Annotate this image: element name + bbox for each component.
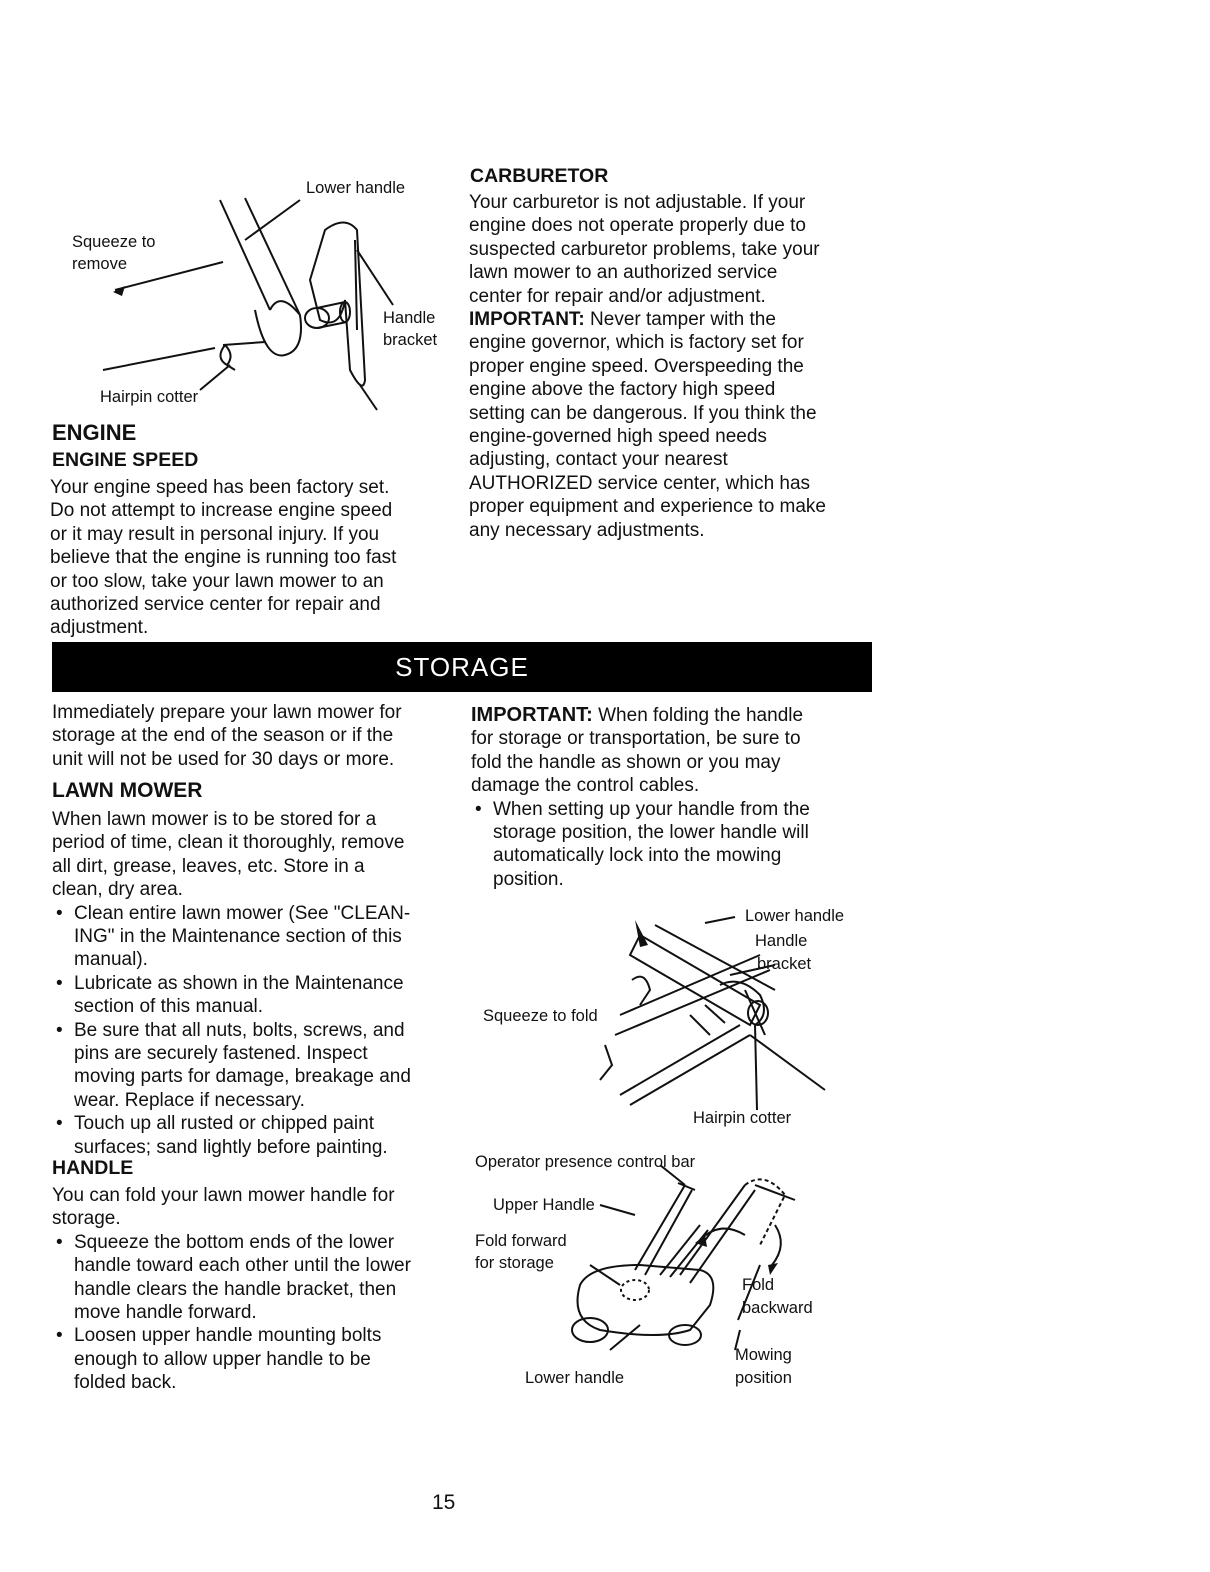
fig3-label-lower-handle: Lower handle	[525, 1369, 625, 1387]
fig1-label-handle: Handle	[383, 309, 436, 327]
bullet-line: enough to allow upper handle to be	[74, 1348, 371, 1370]
engine-line: or too slow, take your lawn mower to an	[50, 570, 384, 592]
fig3-label-fold-forward-1: Fold forward	[475, 1232, 567, 1250]
carb-line: engine above the factory high speed	[469, 379, 776, 401]
bullet-line: • Be sure that all nuts, bolts, screws, and	[74, 1019, 405, 1041]
fig2-label-lower-handle: Lower handle	[745, 907, 845, 925]
intro-line: Immediately prepare your lawn mower for	[52, 702, 402, 723]
storage-important	[471, 704, 881, 891]
fig3-label-fold-backward-2: backward	[742, 1299, 813, 1317]
bullet-line: moving parts for damage, breakage and	[74, 1066, 411, 1088]
carb-important-label: IMPORTANT:	[469, 309, 585, 331]
carb-line: proper equipment and experience to make	[469, 496, 827, 518]
carb-line: any necessary adjustments.	[469, 519, 705, 541]
lm-bullet	[52, 1112, 462, 1159]
fig1-label-bracket: bracket	[383, 331, 438, 349]
storage-important-line	[471, 704, 881, 727]
bullet-line: position.	[493, 868, 564, 890]
handle-body	[52, 1184, 462, 1395]
carb-line: lawn mower to an authorized service	[469, 262, 778, 284]
fig1-label-lower-handle: Lower handle	[306, 179, 406, 197]
carb-line: proper engine speed. Overspeeding the	[469, 355, 804, 377]
imp-line: for storage or transportation, be sure to	[471, 728, 801, 750]
fig2-label-hairpin: Hairpin cotter	[693, 1109, 792, 1127]
bullet-line: folded back.	[74, 1372, 177, 1394]
bullet-line: • Touch up all rusted or chipped paint	[74, 1113, 374, 1135]
bullet-line: • Squeeze the bottom ends of the lower	[74, 1231, 395, 1253]
handle-heading: HANDLE	[52, 1157, 134, 1179]
engine-line: adjustment.	[50, 617, 149, 639]
lm-line: all dirt, grease, leaves, etc. Store in a	[52, 855, 365, 877]
handle-line: storage.	[52, 1208, 121, 1230]
lm-bullet	[52, 1019, 462, 1113]
carb-line: engine-governed high speed needs	[469, 426, 767, 448]
fig3-label-opc-bar: Operator presence control bar	[475, 1153, 696, 1171]
lm-bullet	[52, 972, 462, 1019]
engine-heading: ENGINE	[52, 420, 137, 445]
engine-speed-heading: ENGINE SPEED	[52, 449, 199, 471]
handle-line: You can fold your lawn mower handle for	[52, 1185, 395, 1206]
fig1-label-hairpin: Hairpin cotter	[100, 388, 199, 406]
imp-line: fold the handle as shown or you may	[471, 751, 781, 773]
bullet-line: section of this manual.	[74, 996, 264, 1018]
engine-speed-body	[50, 476, 470, 640]
carb-important-line	[469, 308, 889, 331]
bullet-line: manual).	[74, 949, 148, 971]
carb-line: suspected carburetor problems, take your	[469, 238, 820, 260]
handle-bracket-illustration	[95, 170, 455, 420]
bullet-line: move handle forward.	[74, 1302, 257, 1324]
squeeze-to-fold-illustration	[560, 895, 850, 1115]
bullet-line: pins are securely fastened. Inspect	[74, 1043, 368, 1065]
intro-line: unit will not be used for 30 days or more.	[52, 748, 395, 770]
imp-line: damage the control cables.	[471, 775, 700, 797]
carb-line: engine governor, which is factory set for	[469, 332, 804, 354]
fig2-label-bracket: bracket	[757, 955, 812, 973]
fig3-label-fold-backward-1: Fold	[742, 1276, 775, 1294]
setup-bullet	[471, 798, 881, 892]
engine-line: or it may result in personal injury. If you	[50, 523, 380, 545]
bullet-line: • Lubricate as shown in the Maintenance	[74, 972, 404, 994]
bullet-line: automatically lock into the mowing	[493, 845, 782, 867]
handle-bullet	[52, 1324, 462, 1394]
bullet-line: wear. Replace if necessary.	[74, 1089, 305, 1111]
bullet-line: • Clean entire lawn mower (See "CLEAN-	[74, 902, 411, 924]
bullet-line: handle clears the handle bracket, then	[74, 1278, 397, 1300]
lm-line: period of time, clean it thoroughly, remove	[52, 832, 405, 854]
carb-line: center for repair and/or adjustment.	[469, 285, 766, 307]
carb-line: adjusting, contact your nearest	[469, 449, 728, 471]
fig3-label-upper-handle: Upper Handle	[493, 1196, 595, 1214]
carb-line: AUTHORIZED service center, which has	[469, 472, 811, 494]
engine-line: authorized service center for repair and	[50, 594, 381, 616]
handle-bullet	[52, 1231, 462, 1325]
bullet-line: • Loosen upper handle mounting bolts	[74, 1325, 382, 1347]
lawn-mower-heading: LAWN MOWER	[52, 779, 203, 802]
carburetor-heading: CARBURETOR	[470, 165, 609, 187]
page-number: 15	[432, 1491, 456, 1514]
fig3-label-fold-forward-2: for storage	[475, 1254, 554, 1272]
fig3-label-mowing-2: position	[735, 1369, 792, 1387]
carburetor-body	[469, 191, 889, 542]
engine-line: Your engine speed has been factory set.	[50, 477, 390, 498]
lm-line: clean, dry area.	[52, 879, 183, 901]
storage-intro	[52, 701, 462, 771]
carb-line: setting can be dangerous. If you think the	[469, 402, 817, 424]
bullet-line: ING" in the Maintenance section of this	[74, 926, 402, 948]
storage-important-label: IMPORTANT:	[471, 704, 593, 726]
fig3-label-mowing-1: Mowing	[735, 1346, 792, 1364]
intro-line: storage at the end of the season or if the	[52, 725, 394, 747]
fig2-label-squeeze-fold: Squeeze to fold	[483, 1007, 598, 1025]
carb-line: engine does not operate properly due to	[469, 215, 806, 237]
storage-banner: STORAGE	[52, 642, 872, 692]
fig2-label-handle: Handle	[755, 932, 808, 950]
lm-bullet	[52, 902, 462, 972]
storage-important-text: When folding the handle	[592, 705, 804, 726]
lawn-mower-body	[52, 808, 462, 1159]
engine-line: believe that the engine is running too fast	[50, 547, 397, 569]
engine-line: Do not attempt to increase engine speed	[50, 500, 393, 522]
bullet-line: • When setting up your handle from the	[493, 798, 810, 820]
fig1-label-squeeze-2: remove	[72, 255, 128, 273]
bullet-line: storage position, the lower handle will	[493, 822, 809, 844]
lm-line: When lawn mower is to be stored for a	[52, 809, 377, 830]
fig1-label-squeeze-1: Squeeze to	[72, 233, 156, 251]
bullet-line: surfaces; sand lightly before painting.	[74, 1136, 388, 1158]
carb-line: Your carburetor is not adjustable. If your	[469, 192, 806, 213]
carb-important-text: Never tamper with the	[584, 309, 776, 331]
bullet-line: handle toward each other until the lower	[74, 1255, 411, 1277]
